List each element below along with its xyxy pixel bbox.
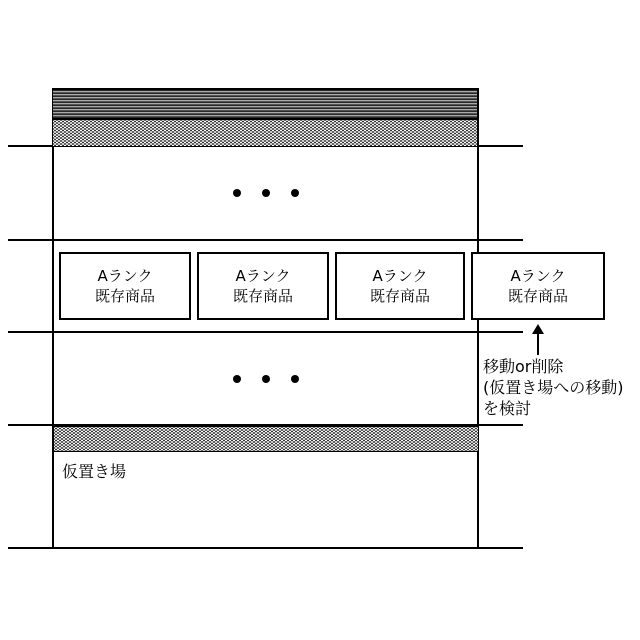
product-box-label-line1: Aランク — [235, 267, 291, 285]
product-box-label-line1: Aランク — [510, 267, 566, 285]
temp-storage-label: 仮置き場 — [62, 462, 127, 481]
product-box-label-line2: 既存商品 — [94, 287, 155, 305]
dot — [291, 189, 299, 197]
dot — [233, 189, 241, 197]
top-hatched-band — [53, 88, 477, 120]
dot — [262, 375, 270, 383]
temp-storage-dotted-band — [53, 426, 479, 452]
top-dotted-band — [53, 120, 477, 146]
product-box-label-line1: Aランク — [372, 267, 428, 285]
ellipsis-dots-lower — [233, 375, 299, 383]
product-box-label-line2: 既存商品 — [369, 287, 430, 305]
dot — [262, 189, 270, 197]
dot — [291, 375, 299, 383]
annotation-line1: 移動or削除 — [483, 357, 564, 376]
product-box-4 — [471, 252, 605, 320]
product-box-1 — [59, 252, 191, 320]
annotation-note — [483, 356, 624, 419]
shelf-line-5 — [8, 547, 523, 549]
up-arrow-shaft — [537, 333, 539, 355]
ellipsis-dots-upper — [233, 189, 299, 197]
shelf-line-2 — [8, 239, 523, 241]
annotation-line2: (仮置き場への移動) — [483, 378, 624, 397]
shelf-line-3 — [8, 331, 523, 333]
product-box-2 — [197, 252, 329, 320]
product-box-label-line1: Aランク — [97, 267, 153, 285]
annotation-line3: を検討 — [483, 399, 532, 418]
dot — [233, 375, 241, 383]
product-box-3 — [335, 252, 465, 320]
product-box-label-line2: 既存商品 — [507, 287, 568, 305]
rack-left-post — [52, 88, 54, 549]
product-box-label-line2: 既存商品 — [232, 287, 293, 305]
